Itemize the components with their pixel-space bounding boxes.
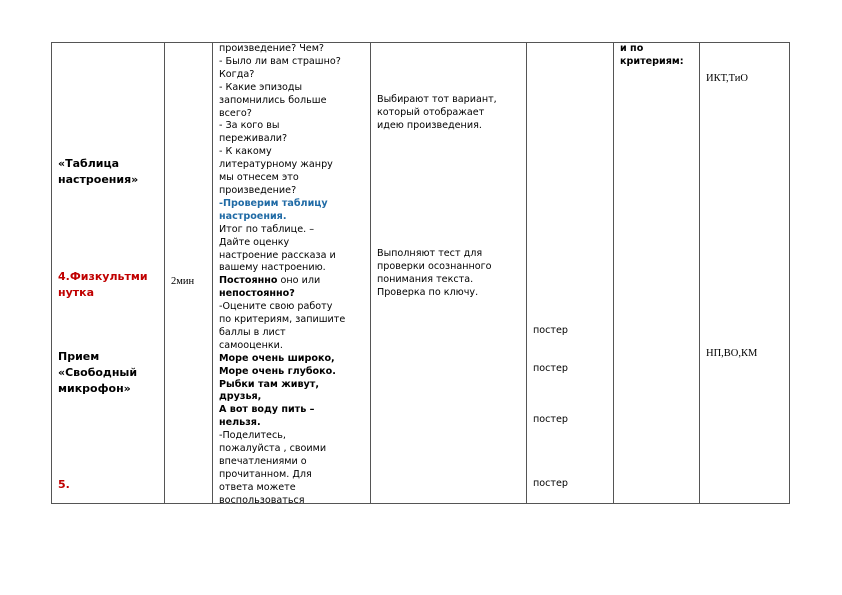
- section-4-heading: 4.Физкультми нутка: [58, 270, 148, 299]
- poem-line: нельзя.: [219, 417, 261, 429]
- stage-column: [52, 43, 164, 503]
- poster-label: постер: [533, 478, 568, 489]
- poem-line: Рыбки там живут,: [219, 378, 319, 390]
- poster-label: постер: [533, 414, 568, 425]
- mood-table-label: «Таблица настроения»: [58, 157, 139, 186]
- resources-column: [527, 43, 613, 503]
- check-mood-table-line: -Проверим таблицу: [219, 197, 328, 209]
- poem-line: друзья,: [219, 391, 262, 403]
- poster-label: постер: [533, 325, 568, 336]
- poem-line: Море очень глубоко.: [219, 365, 336, 377]
- assessment-column: [614, 43, 699, 503]
- criteria-text: и по критериям:: [620, 43, 684, 67]
- student-activity-2: Выполняют тест для проверки осознанного понимания текста. Проверка по ключу.: [377, 248, 492, 298]
- teacher-activity-column: [213, 43, 370, 503]
- ict-label: ИКТ,ТиО: [706, 73, 748, 84]
- technologies-column: [700, 43, 789, 503]
- student-activity-column: [371, 43, 526, 503]
- teacher-text: произведение? Чем? - Было ли вам страшно? Когда? - Какие эпизоды запомнились больше всего? - За кого вы переживали? - К какому литературному жанру мы отнесем это произведение? -Проверим таблицу настроения. Итог по таблице. – Дайте оценку настроение рассказа и вашему настроению. Постоянно оно или непостоянно? -Оцените свою работу по критериям, запишите баллы в лист самооценки. Море очень широко, Море очень глубоко. Рыбки там живут, друзья, А вот воду пить – нельзя. -Поделитесь, пожалуйста , своими впечатлениями о прочитанном. Для ответа можете воспользоваться: [219, 43, 346, 503]
- poem-line: Море очень широко,: [219, 352, 335, 364]
- lesson-table: [51, 42, 790, 504]
- free-microphone-label: Прием «Свободный микрофон»: [58, 350, 138, 395]
- time-value: 2мин: [171, 276, 195, 287]
- section-5-heading: 5.: [58, 478, 70, 491]
- time-column: [165, 43, 212, 503]
- student-activity-1: Выбирают тот вариант, который отображает идею произведения.: [377, 94, 497, 131]
- poem-line: А вот воду пить –: [219, 404, 315, 416]
- poster-label: постер: [533, 363, 568, 374]
- np-vo-km-label: НП,ВО,КМ: [706, 348, 758, 359]
